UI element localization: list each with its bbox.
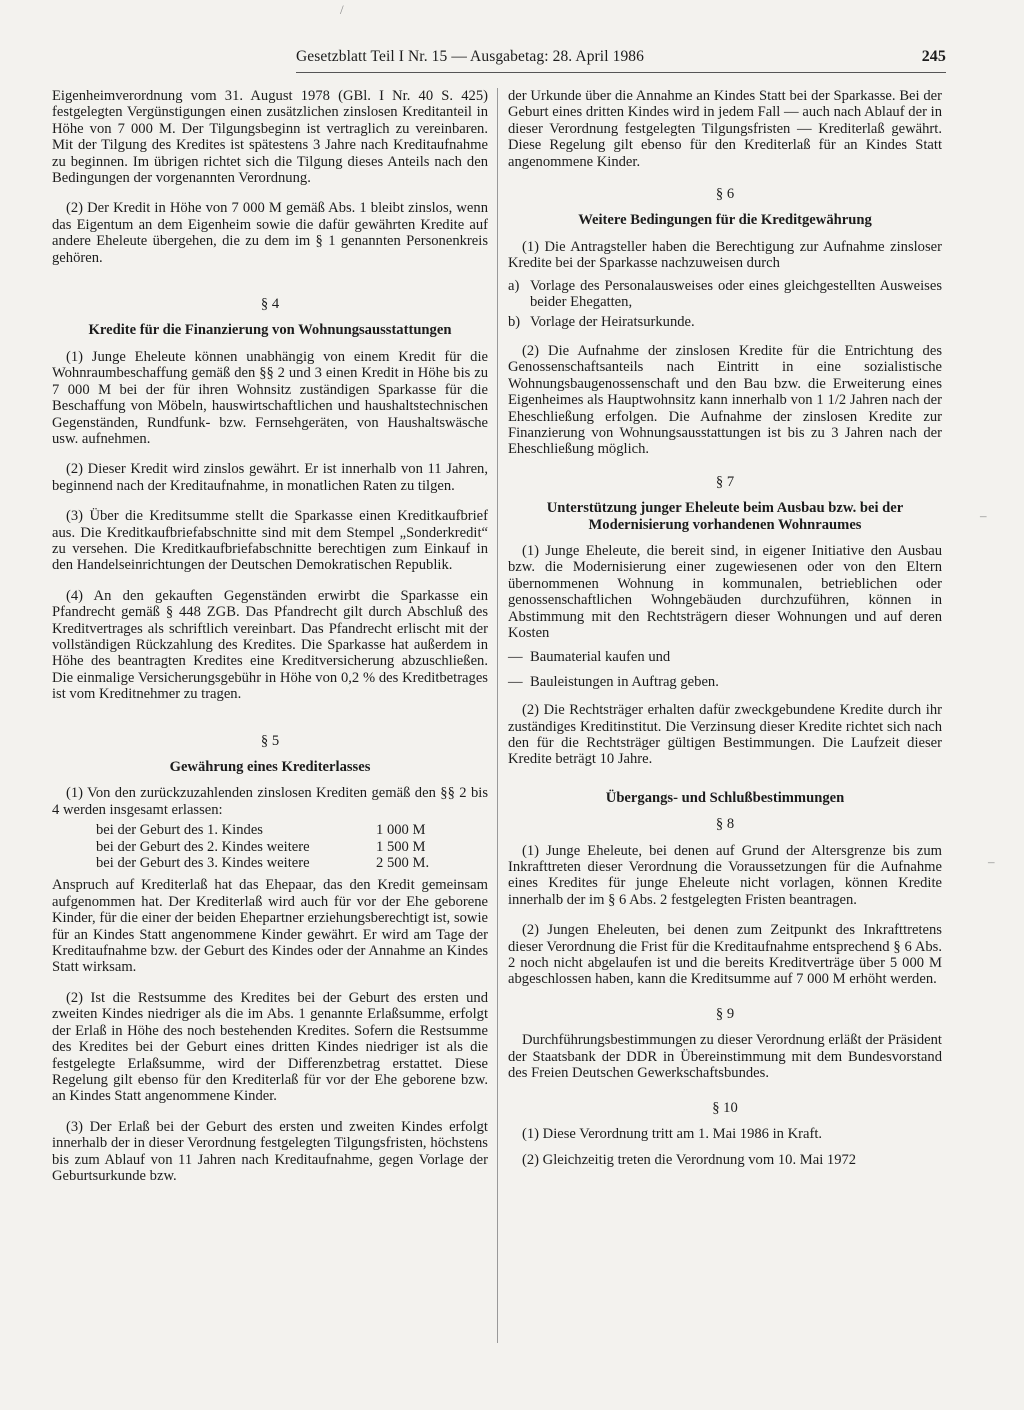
scan-mark: –: [988, 854, 995, 869]
list-item: [508, 674, 942, 690]
list-text: Vorlage der Heiratsurkunde.: [530, 314, 695, 331]
list-item: [508, 314, 942, 330]
paragraph: (1) Junge Eheleute, bei denen auf Grund der Altersgrenze bis zum Inkrafttreten dieser Verordnung die Voraussetzungen für die Aufnahme eines Kredites für junge Eheleute nicht vorlagen, können Kredite innerhalb der im § 6 Abs. 2 festgelegten Fristen beantragen.: [508, 842, 942, 908]
amount-label: bei der Geburt des 1. Kindes: [96, 822, 263, 839]
section-heading: Weitere Bedingungen für die Kreditgewährung: [578, 212, 872, 229]
paragraph: (1) Von den zurückzuzahlenden zinslosen Krediten gemäß den §§ 2 bis 4 werden insgesamt erlassen:: [52, 785, 488, 818]
section-number: § 6: [715, 186, 735, 203]
paragraph: (1) Junge Eheleute können unabhängig von einem Kredit für die Wohnraumbeschaffung gemäß den §§ 2 und 3 einen Kredit in Höhe bis zu 7 000 M bei der für ihren Wohnsitz zuständigen Sparkasse für die Beschaffung von Möbeln, hauswirtschaftlichen und haushaltstechnischen Gegenständen, Rundfunk- bzw. Fernsehgeräten, von Haushaltswäsche usw. aufnehmen.: [52, 348, 488, 447]
section-number: § 10: [712, 1099, 738, 1116]
scan-mark: /: [340, 2, 344, 17]
amount-label: bei der Geburt des 3. Kindes weitere: [96, 855, 310, 872]
amount-value: 1 500 M: [376, 838, 426, 855]
paragraph: Anspruch auf Krediterlaß hat das Ehepaar, das den Kredit gemeinsam aufgenommen hat. Der Krediterlaß wird auch für vor der Ehe geborene Kinder, für die einer der beiden Ehepartner erziehungsberechtigt ist, sowie für an Kindes Statt angenommene Kinder gewährt. Er wird am Tage der Kreditaufnahme bzw. der Geburt des Kindes oder der Annahme an Kindes Statt wirksam.: [52, 877, 488, 976]
list-item: [508, 649, 942, 665]
paragraph: (2) Ist die Restsumme des Kredites bei der Geburt des ersten und zweiten Kindes niedriger als die im Abs. 1 genannte Erlaßsumme, erfolgt der Erlaß in Höhe des noch bestehenden Kredites. Sofern die Restsumme des Kredites bei der Geburt eines dritten Kindes niedriger ist als die festgelegte Erlaßsumme, wird der Differenzbetrag erstattet. Diese Regelung gilt ebenso für den Krediterlaß für vor der Ehe geborene bzw. an Kindes Statt angenommene Kinder.: [52, 989, 488, 1105]
paragraph: (3) Über die Kreditsumme stellt die Sparkasse einen Kreditkaufbrief aus. Die Kreditkaufbriefabschnitte sind mit dem Stempel „Sonderkredit“ zu versehen. Die Kreditkaufbriefabschnitte berechtigen zum Einkauf in den Handelseinrichtungen der Deutschen Demokratischen Republik.: [52, 508, 488, 574]
paragraph: (1) Junge Eheleute, die bereit sind, in eigener Initiative den Ausbau bzw. die Modernisierung einer zugewiesenen oder von den Eltern übernommenen Wohnung in kommunalen, betrieblichen oder genossenschaftlichen Wohngebäuden durchzuführen, können in Abstimmung mit den Rechtsträgern dieser Wohnungen und auf deren Kosten: [508, 542, 942, 641]
dash-list: [508, 649, 942, 690]
paragraph: (4) An den gekauften Gegenständen erwirbt die Sparkasse ein Pfandrecht gemäß § 448 ZGB. Das Pfandrecht gilt durch Abschluß des Kreditvertrages als schriftlich vereinbart. Das Pfandrecht erlischt mit der vollständigen Rückzahlung des Kredites. Die Sparkasse hat außerdem in Höhe des beantragten Kredites eine Kreditversicherung abzuschließen. Die einmalige Versicherungsgebühr in Höhe von 0,2 % des Kreditbetrages ist vom Kreditnehmer zu tragen.: [52, 587, 488, 703]
amount-table: [96, 822, 488, 871]
paragraph: (3) Der Erlaß bei der Geburt des ersten und zweiten Kindes erfolgt innerhalb der in dieser Verordnung festgelegten Tilgungsfristen, höchstens bis zum Ablauf von 11 Jahren nach Kreditaufnahme, gegen Vorlage der Geburtsurkunde bzw.: [52, 1118, 488, 1184]
list-text: Vorlage des Personalausweises oder eines gleichgestellten Ausweises beider Ehegatten,: [530, 277, 942, 311]
list-marker: b): [508, 314, 521, 331]
section-heading: Übergangs- und Schlußbestimmungen: [605, 789, 845, 806]
list-text: Baumaterial kaufen und: [530, 649, 671, 666]
scan-mark: –: [980, 508, 987, 523]
section-number: § 9: [715, 1005, 735, 1022]
section-heading: Unterstützung junger Eheleute beim Ausbau bzw. bei der Modernisierung vorhandenen Wohnraumes: [546, 500, 904, 533]
paragraph: (1) Die Antragsteller haben die Berechtigung zur Aufnahme zinsloser Kredite bei der Sparkasse nachzuweisen durch: [508, 238, 942, 272]
section-number: § 5: [260, 732, 280, 749]
section-number: § 4: [260, 296, 280, 313]
section-number: § 7: [715, 473, 735, 490]
amount-row: [96, 839, 488, 855]
column-divider: [497, 88, 498, 1343]
paragraph: der Urkunde über die Annahme an Kindes Statt bei der Sparkasse. Bei der Geburt eines dritten Kindes wird in jedem Fall — auch nach Ablauf der in dieser Verordnung festgelegten Tilgungsfristen — Krediterlaß gewährt. Diese Regelung gilt ebenso für den Krediterlaß für an Kindes Statt angenommene Kinder.: [508, 88, 942, 170]
paragraph: (1) Diese Verordnung tritt am 1. Mai 1986 in Kraft.: [522, 1125, 823, 1142]
amount-value: 2 500 M.: [376, 855, 430, 872]
section-number: § 8: [715, 816, 735, 833]
list-text: Bauleistungen in Auftrag geben.: [530, 673, 719, 690]
list-marker: a): [508, 277, 520, 294]
requirement-list: [508, 278, 942, 331]
list-marker: —: [508, 673, 523, 690]
page-number: 245: [921, 48, 946, 65]
paragraph: (2) Gleichzeitig treten die Verordnung vom 10. Mai 1972: [522, 1152, 857, 1169]
amount-row: [96, 855, 488, 871]
paragraph: (2) Die Rechtsträger erhalten dafür zweckgebundene Kredite durch ihr zuständiges Kreditinstitut. Die Verzinsung dieser Kredite richtet sich nach den für die Rechtsträger gültigen Bestimmungen. Die Laufzeit dieser Kredite beträgt 10 Jahre.: [508, 702, 942, 768]
section-heading: Kredite für die Finanzierung von Wohnungsausstattungen: [88, 322, 452, 339]
header-rule: [296, 72, 946, 73]
paragraph: (2) Jungen Eheleuten, bei denen zum Zeitpunkt des Inkrafttretens dieser Verordnung die Frist für die Kreditaufnahme entsprechend § 6 Abs. 2 noch nicht abgelaufen ist und die bereits Kreditverträge über 5 000 M abgeschlossen haben, kann die Kreditsumme auf 7 000 M erhöht werden.: [508, 922, 942, 988]
left-column: [52, 88, 488, 1198]
paragraph: Eigenheimverordnung vom 31. August 1978 (GBl. I Nr. 40 S. 425) festgelegten Vergünstigungen einen zusätzlichen zinslosen Kreditanteil in Höhe von 7 000 M. Der Tilgungsbeginn ist vertraglich zu vereinbaren. Mit der Tilgung des Kredites ist spätestens 3 Jahre nach Kreditaufnahme zu beginnen. Im übrigen richtet sich die Tilgung dieses Anteils nach den Bedingungen der vorgenannten Verordnung.: [52, 88, 488, 187]
section-heading: Gewährung eines Krediterlasses: [169, 759, 371, 775]
paragraph: (2) Die Aufnahme der zinslosen Kredite für die Entrichtung des Genossenschaftsanteils nach Eintritt in eine sozialistische Wohnungsbaugenossenschaft und den Bau bzw. die Erweiterung eines Eigenheimes als Hauptwohnsitz kann innerhalb von 1 1/2 Jahren nach der Eheschließung erfolgen. Die Aufnahme der zinslosen Kredite zur Finanzierung von Wohnungsausstattungen ist bis zu 3 Jahren nach der Eheschließung möglich.: [508, 342, 942, 458]
amount-value: 1 000 M: [376, 822, 426, 839]
list-item: [508, 278, 942, 311]
right-column: [508, 88, 942, 1183]
amount-row: [96, 822, 488, 838]
paragraph: (2) Dieser Kredit wird zinslos gewährt. Er ist innerhalb von 11 Jahren, beginnend nach der Kreditaufnahme, in monatlichen Raten zu tilgen.: [52, 461, 488, 494]
header-title: Gesetzblatt Teil I Nr. 15 — Ausgabetag: 28. April 1986: [296, 48, 644, 65]
amount-label: bei der Geburt des 2. Kindes weitere: [96, 838, 310, 855]
list-marker: —: [508, 649, 523, 666]
paragraph: (2) Der Kredit in Höhe von 7 000 M gemäß Abs. 1 bleibt zinslos, wenn das Eigentum an dem Eigenheim sowie die dafür gewährten Kredite auf andere Eheleute übergehen, die zu dem im § 1 genannten Personenkreis gehören.: [52, 200, 488, 266]
page-header: [296, 48, 946, 70]
paragraph: Durchführungsbestimmungen zu dieser Verordnung erläßt der Präsident der Staatsbank der DDR in Übereinstimmung mit dem Bundesvorstand des Freien Deutschen Gewerkschaftsbundes.: [508, 1032, 942, 1082]
